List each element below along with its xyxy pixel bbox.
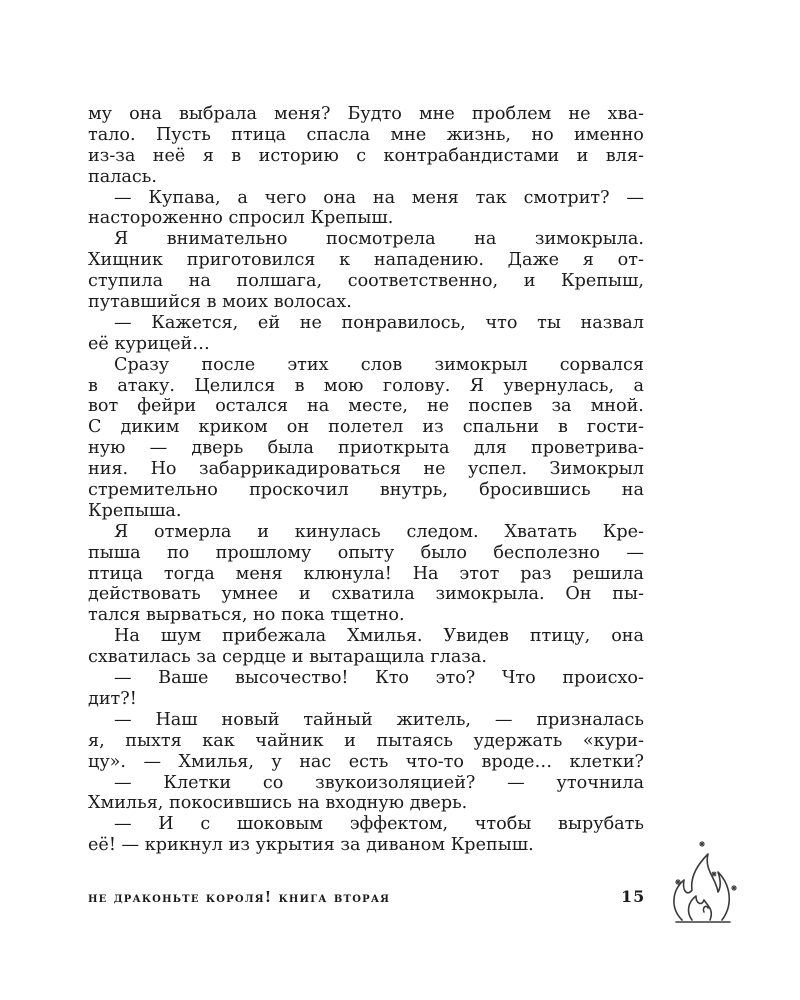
- word: вырубать: [558, 814, 644, 835]
- word: стремительно: [88, 480, 218, 501]
- word: житель,: [396, 709, 471, 730]
- text-line: [88, 104, 644, 125]
- word: пытаясь: [376, 730, 453, 751]
- word: Крепыш.: [310, 208, 394, 229]
- word: этот: [459, 563, 500, 584]
- word: хва-: [607, 104, 644, 124]
- word: понравилось,: [341, 312, 466, 333]
- word: было: [420, 542, 467, 563]
- word: зимокрыла.: [534, 229, 644, 250]
- word: криком: [198, 417, 268, 438]
- word: не: [299, 312, 322, 333]
- word: фейри: [137, 396, 197, 417]
- word: высочество!: [234, 668, 349, 689]
- word: тщетно.: [330, 605, 405, 626]
- word: Крепыша.: [88, 500, 182, 521]
- word: цу».: [88, 751, 127, 772]
- page-number: 15: [621, 887, 646, 906]
- word: была: [267, 438, 314, 459]
- word: опыту: [337, 542, 395, 563]
- word: следом.: [406, 521, 479, 542]
- word: внимательно: [166, 229, 288, 250]
- word: моих: [222, 292, 269, 313]
- word: вроде…: [481, 751, 553, 772]
- text-line: [88, 584, 644, 605]
- word: нападению.: [373, 250, 484, 271]
- word: диким: [120, 417, 180, 438]
- word: вырваться,: [145, 605, 248, 626]
- word: кинулась: [294, 521, 381, 542]
- word: для: [473, 438, 507, 459]
- word: сердце: [222, 647, 287, 668]
- word: тался: [88, 605, 141, 626]
- word: схватила: [331, 584, 415, 605]
- text-line: [88, 355, 644, 376]
- word: и: [576, 145, 589, 166]
- word: она: [129, 104, 162, 124]
- word: призналась: [536, 709, 644, 730]
- word: прошлому: [215, 542, 312, 563]
- word: Кто: [375, 668, 410, 689]
- text-line: [88, 250, 644, 271]
- word: на: [372, 187, 396, 208]
- word: сорвался: [559, 354, 644, 375]
- word: на: [297, 793, 320, 814]
- word: диваном: [366, 835, 446, 856]
- word: чего: [264, 187, 307, 208]
- word: Он: [565, 584, 592, 605]
- word: и: [257, 521, 269, 542]
- word: проветрива-: [531, 438, 644, 459]
- word: остался: [215, 396, 289, 417]
- text-line: [88, 835, 644, 856]
- text-line: [88, 292, 644, 313]
- word: полетел: [328, 417, 404, 438]
- word: в: [557, 417, 568, 438]
- word: ступила: [88, 271, 164, 292]
- word: вля-: [605, 145, 644, 166]
- word: выбрала: [179, 104, 257, 124]
- word: входную: [325, 793, 405, 814]
- word: Будто: [347, 104, 402, 124]
- word: уточнила: [556, 772, 644, 793]
- word: и: [523, 271, 536, 292]
- word: это?: [435, 668, 476, 689]
- word: забаррикадироваться: [198, 459, 401, 480]
- word: Пусть: [155, 124, 211, 145]
- word: чтобы: [474, 814, 532, 835]
- word: поспев: [468, 396, 533, 417]
- word: именно: [574, 124, 644, 145]
- word: на: [307, 396, 330, 417]
- word: приоткрыта: [338, 438, 450, 459]
- word: посмотрела: [326, 229, 436, 250]
- word: чайник: [255, 730, 324, 751]
- text-line: [88, 793, 644, 814]
- text-line: [88, 229, 644, 250]
- word: Кажется,: [151, 312, 239, 333]
- text-line: [88, 334, 644, 355]
- word: Хмилья.: [347, 626, 423, 647]
- text-line: [88, 522, 644, 543]
- word: и: [344, 730, 356, 751]
- word: Крепыш,: [561, 271, 644, 292]
- word: как: [202, 730, 235, 751]
- word: курицей…: [114, 333, 210, 354]
- word: глаза.: [430, 647, 487, 668]
- word: мне: [390, 124, 427, 145]
- word: —: [114, 187, 132, 208]
- word: не: [423, 459, 446, 480]
- word: вытаращила: [309, 647, 425, 668]
- word: из-за: [88, 145, 136, 166]
- word: мою: [323, 375, 364, 396]
- word: Кре-: [602, 521, 644, 542]
- text-line: [88, 376, 644, 397]
- word: проскочил: [249, 480, 349, 501]
- word: он: [286, 417, 310, 438]
- word: назвал: [580, 312, 644, 333]
- word: за: [551, 396, 572, 417]
- word: меня?: [274, 104, 331, 124]
- word: новый: [221, 709, 280, 730]
- word: приготовился: [186, 250, 316, 271]
- text-line: [88, 480, 644, 501]
- word: тогда: [163, 563, 215, 584]
- word: но: [531, 124, 554, 145]
- word: —: [507, 772, 525, 793]
- word: крикнул: [144, 835, 223, 856]
- text-line: [88, 271, 644, 292]
- word: эффектом,: [349, 814, 449, 835]
- text-line: [88, 814, 644, 835]
- word: я,: [88, 730, 105, 751]
- text-line: [88, 146, 644, 167]
- word: путавшийся: [88, 292, 201, 313]
- text-line: [88, 501, 644, 522]
- word: —: [121, 835, 140, 856]
- word: в: [294, 375, 305, 396]
- word: —: [626, 542, 644, 563]
- word: тало.: [88, 124, 136, 145]
- word: му: [88, 104, 113, 124]
- word: её: [88, 333, 109, 354]
- text-line: [88, 543, 644, 564]
- word: спасла: [306, 124, 371, 145]
- word: я: [582, 250, 594, 271]
- word: ты: [537, 312, 561, 333]
- word: Клетки: [163, 772, 232, 793]
- word: смотрит?: [523, 187, 610, 208]
- word: историю: [258, 145, 339, 166]
- word: —: [114, 312, 132, 333]
- word: Хмилья,: [178, 751, 254, 772]
- word: в: [88, 375, 98, 396]
- word: а: [237, 187, 248, 208]
- text-line: [88, 564, 644, 585]
- text-line: [88, 125, 644, 146]
- word: меня: [235, 563, 283, 584]
- word: внутрь,: [379, 480, 448, 501]
- word: и: [291, 647, 304, 668]
- word: контрабандистами: [383, 145, 560, 166]
- word: спальни: [462, 417, 539, 438]
- word: успел.: [467, 459, 528, 480]
- word: палась.: [88, 166, 157, 187]
- word: дит?!: [88, 688, 137, 709]
- word: Я: [114, 229, 129, 250]
- word: шум: [160, 626, 202, 647]
- word: с: [200, 814, 211, 835]
- word: укрытия: [255, 835, 335, 856]
- word: зимокрыл: [434, 354, 528, 375]
- text-line: [88, 167, 644, 188]
- word: зимокрыла.: [435, 584, 545, 605]
- word: Что: [501, 668, 536, 689]
- word: Я: [114, 521, 129, 542]
- word: ную: [88, 438, 126, 459]
- word: На: [114, 626, 140, 647]
- text-line: [88, 313, 644, 334]
- word: —: [114, 772, 132, 793]
- page-body-text: [88, 104, 644, 856]
- word: по: [166, 542, 190, 563]
- word: дверь: [191, 438, 244, 459]
- word: —: [494, 709, 513, 730]
- text-line: [88, 626, 644, 647]
- word: умнее: [221, 584, 279, 605]
- word: Хватать: [504, 521, 577, 542]
- word: пока: [280, 605, 325, 626]
- word: тайный: [303, 709, 373, 730]
- word: удержать: [473, 730, 563, 751]
- word: проблем: [471, 104, 552, 124]
- word: Даже: [507, 250, 560, 271]
- word: Целился: [194, 375, 276, 396]
- text-line: [88, 438, 644, 459]
- text-line: [88, 668, 644, 689]
- word: слов: [360, 354, 403, 375]
- word: а: [633, 375, 644, 396]
- word: мне: [418, 104, 455, 124]
- word: шоковым: [236, 814, 323, 835]
- word: Сразу: [114, 354, 170, 375]
- word: в: [206, 292, 217, 313]
- word: гости-: [586, 417, 644, 438]
- word: отмерла: [154, 521, 232, 542]
- word: покосившись: [169, 793, 292, 814]
- word: решила: [572, 563, 644, 584]
- word: у: [271, 751, 282, 772]
- word: действовать: [88, 584, 201, 605]
- word: на: [474, 229, 497, 250]
- word: после: [201, 354, 256, 375]
- text-line: [88, 710, 644, 731]
- word: за: [340, 835, 361, 856]
- word: за: [196, 647, 217, 668]
- word: неё: [152, 145, 186, 166]
- word: из: [422, 417, 444, 438]
- word: прибежала: [222, 626, 327, 647]
- word: волосах.: [273, 292, 352, 313]
- word: клюнула!: [303, 563, 392, 584]
- word: соответственно,: [347, 271, 499, 292]
- word: «кури-: [582, 730, 644, 751]
- word: птица: [231, 124, 287, 145]
- word: от-: [617, 250, 644, 271]
- word: голову.: [382, 375, 451, 396]
- word: я: [202, 145, 214, 166]
- word: —: [114, 709, 132, 730]
- word: Ваше: [158, 668, 209, 689]
- word: дверь.: [409, 793, 468, 814]
- text-line: [88, 689, 644, 710]
- word: Купава,: [148, 187, 221, 208]
- word: есть: [348, 751, 389, 772]
- word: —: [149, 438, 168, 459]
- word: Хмилья,: [88, 793, 164, 814]
- word: что-то: [405, 751, 464, 772]
- word: звукоизоляцией?: [315, 772, 476, 793]
- word: к: [339, 250, 351, 271]
- word: её!: [88, 835, 116, 856]
- text-line: [88, 417, 644, 438]
- word: С: [88, 417, 102, 438]
- word: со: [262, 772, 284, 793]
- word: этих: [287, 354, 329, 375]
- word: так: [475, 187, 507, 208]
- word: в: [231, 145, 242, 166]
- text-line: [88, 459, 644, 480]
- word: настороженно: [88, 208, 223, 229]
- word: птицу,: [529, 626, 591, 647]
- word: жизнь,: [446, 124, 512, 145]
- word: ей: [257, 312, 281, 333]
- word: —: [626, 187, 644, 208]
- word: спросил: [228, 208, 305, 229]
- word: вот: [88, 396, 119, 417]
- word: что: [485, 312, 518, 333]
- word: бросившись: [479, 480, 591, 501]
- word: На: [412, 563, 439, 584]
- word: но: [253, 605, 276, 626]
- word: происхо-: [562, 668, 644, 689]
- word: она: [323, 187, 357, 208]
- word: Наш: [155, 709, 198, 730]
- word: пыша: [88, 542, 141, 563]
- text-line: [88, 605, 644, 626]
- word: Увидев: [443, 626, 509, 647]
- word: не: [568, 104, 591, 124]
- word: на: [621, 480, 644, 501]
- word: ния.: [88, 459, 129, 480]
- word: —: [114, 668, 132, 689]
- word: И: [158, 814, 174, 835]
- word: и: [298, 584, 311, 605]
- word: атаку.: [117, 375, 175, 396]
- word: на: [188, 271, 211, 292]
- word: мной.: [590, 396, 644, 417]
- text-line: [88, 188, 644, 209]
- word: бесполезно: [493, 542, 601, 563]
- word: пы-: [612, 584, 644, 605]
- word: Но: [150, 459, 177, 480]
- text-line: [88, 731, 644, 752]
- word: не: [427, 396, 450, 417]
- word: с: [356, 145, 367, 166]
- word: Хищник: [88, 250, 164, 271]
- word: полшага,: [236, 271, 323, 292]
- text-line: [88, 647, 644, 668]
- text-line: [88, 396, 644, 417]
- word: клетки?: [569, 751, 644, 772]
- word: —: [114, 814, 132, 835]
- word: Зимокрыл: [549, 459, 644, 480]
- word: схватилась: [88, 647, 191, 668]
- word: раз: [520, 563, 552, 584]
- word: Крепыш.: [450, 835, 534, 856]
- word: месте,: [348, 396, 408, 417]
- word: увернулась,: [503, 375, 615, 396]
- word: —: [143, 751, 162, 772]
- word: Я: [469, 375, 484, 396]
- word: она: [611, 626, 644, 647]
- text-line: [88, 773, 644, 794]
- flame-ornament-icon: [664, 838, 744, 930]
- running-footer-book-title: не драконьте короля! книга вторая: [88, 889, 391, 906]
- word: пыхтя: [125, 730, 182, 751]
- text-line: [88, 208, 644, 229]
- word: меня: [411, 187, 459, 208]
- text-line: [88, 752, 644, 773]
- word: из: [228, 835, 250, 856]
- word: нас: [299, 751, 332, 772]
- word: птица: [88, 563, 143, 584]
